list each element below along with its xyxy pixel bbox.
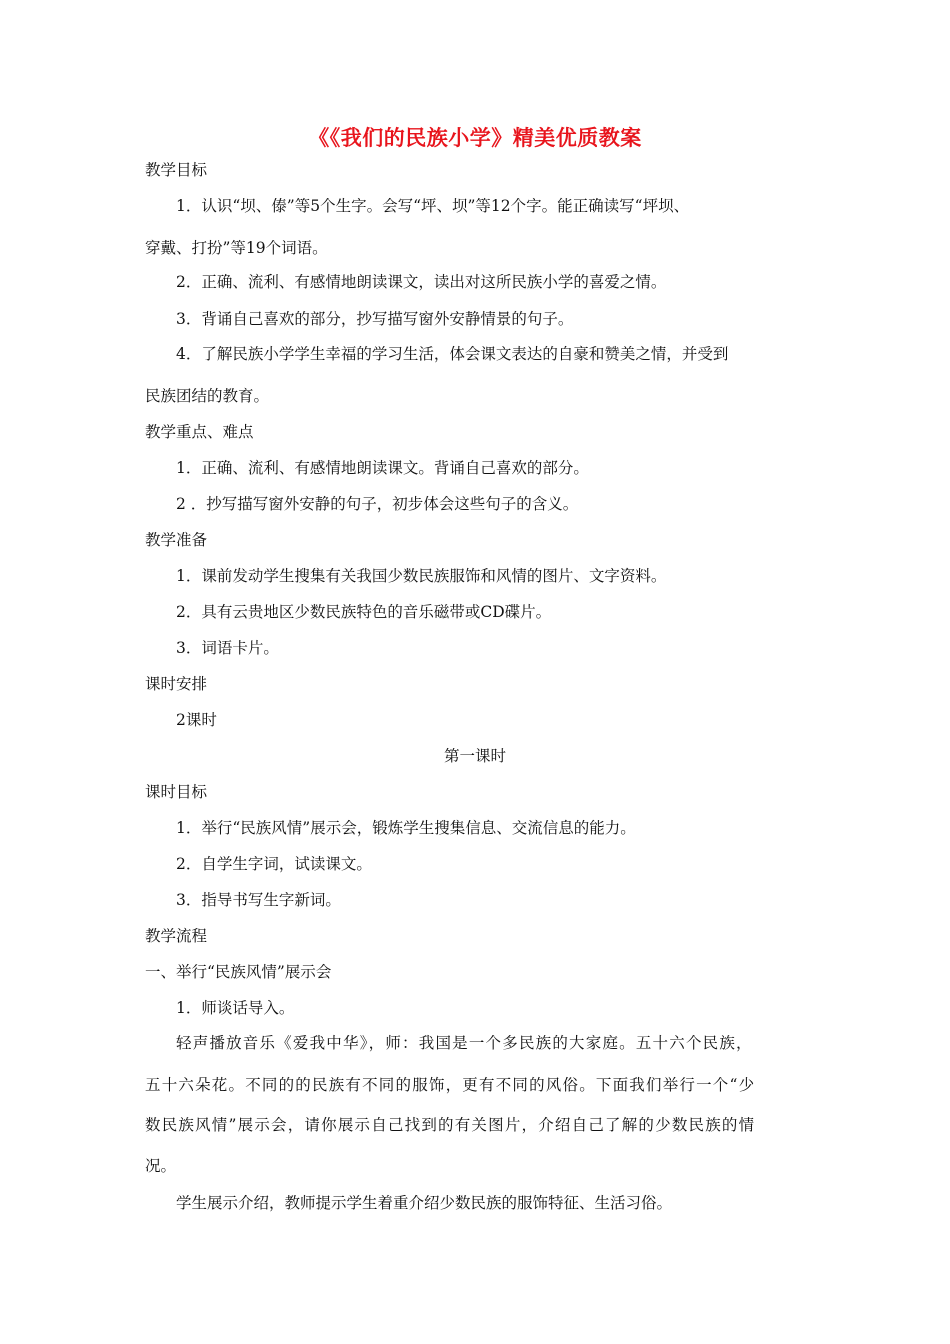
document-title: 《《我们的民族小学》精美优质教案	[308, 126, 642, 150]
lesson-goal-item-3: 3．指导书写生字新词。	[176, 891, 341, 909]
section-heading-process: 教学流程	[145, 927, 208, 945]
section-heading-lesson-goals: 课时目标	[145, 783, 208, 801]
paragraph-line-2: 五十六朵花。不同的的民族有不同的服饰，更有不同的风俗。下面我们举行一个“少	[145, 1076, 756, 1094]
paragraph-line-3: 数民族风情”展示会，请你展示自己找到的有关图片，介绍自己了解的少数民族的情	[145, 1116, 756, 1134]
lesson-heading-first: 第一课时	[443, 747, 506, 765]
section-heading-preparation: 教学准备	[145, 531, 208, 549]
section-heading-teaching-goals: 教学目标	[145, 161, 208, 179]
schedule-value: 2课时	[176, 711, 217, 729]
lesson-goal-item-2: 2．自学生字词，试读课文。	[176, 855, 372, 873]
preparation-item-2: 2．具有云贵地区少数民族特色的音乐磁带或CD碟片。	[176, 603, 552, 621]
key-point-item-1: 1．正确、流利、有感情地朗读课文。背诵自己喜欢的部分。	[176, 459, 589, 477]
goal-item-4: 4．了解民族小学学生幸福的学习生活，体会课文表达的自豪和赞美之情，并受到	[176, 345, 729, 363]
goal-item-2: 2．正确、流利、有感情地朗读课文，读出对这所民族小学的喜爱之情。	[176, 273, 667, 291]
lesson-goal-item-1: 1．举行“民族风情”展示会，锻炼学生搜集信息、交流信息的能力。	[176, 819, 636, 837]
preparation-item-3: 3．词语卡片。	[176, 639, 279, 657]
process-substep-1: 1．师谈话导入。	[176, 999, 295, 1017]
section-heading-schedule: 课时安排	[145, 675, 208, 693]
key-point-item-2: 2 ．抄写描写窗外安静的句子，初步体会这些句子的含义。	[176, 495, 579, 513]
paragraph-2: 学生展示介绍，教师提示学生着重介绍少数民族的服饰特征、生活习俗。	[176, 1194, 673, 1212]
preparation-item-1: 1．课前发动学生搜集有关我国少数民族服饰和风情的图片、文字资料。	[176, 567, 667, 585]
paragraph-line-4: 况。	[145, 1157, 177, 1175]
goal-item-1: 1．认识“坝、傣”等5个生字。会写“坪、坝”等12个字。能正确读写“坪坝、	[176, 197, 690, 215]
section-heading-key-points: 教学重点、难点	[145, 423, 254, 441]
process-step-heading-1: 一、举行“民族风情”展示会	[145, 963, 332, 981]
goal-item-3: 3．背诵自己喜欢的部分，抄写描写窗外安静情景的句子。	[176, 310, 574, 328]
paragraph-line-1: 轻声播放音乐《爱我中华》，师：我国是一个多民族的大家庭。五十六个民族，	[176, 1034, 753, 1052]
goal-item-4-continued: 民族团结的教育。	[145, 387, 270, 405]
goal-item-1-continued: 穿戴、打扮”等19个词语。	[145, 239, 328, 257]
